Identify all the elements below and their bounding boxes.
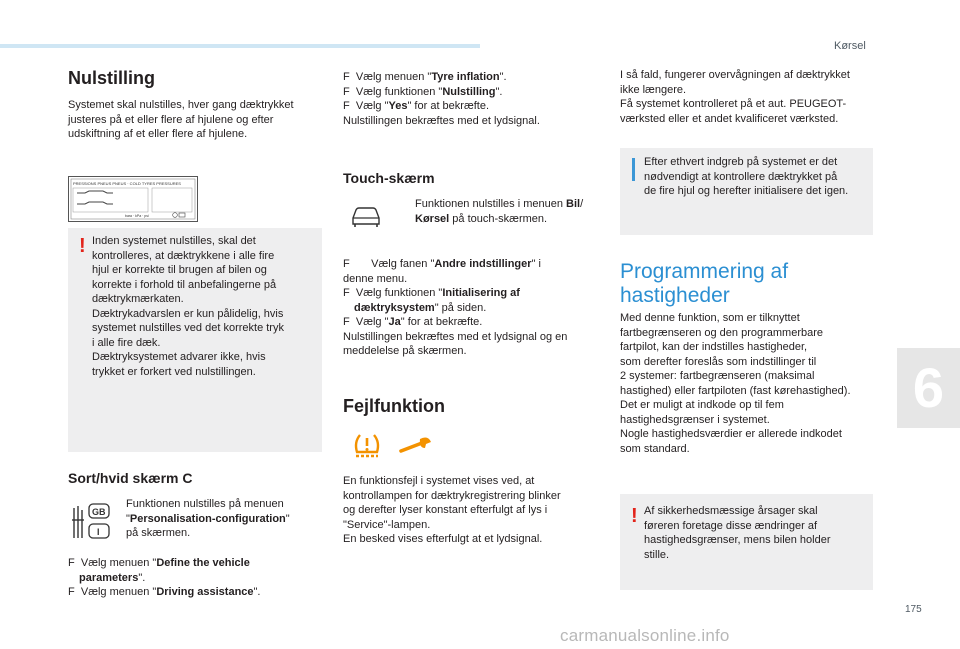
screen-c-controls-icon <box>72 502 112 542</box>
info-icon <box>632 158 635 181</box>
chapter-tab: 6 <box>897 348 960 428</box>
car-icon <box>350 202 382 228</box>
tyre-label-graphic <box>69 177 197 221</box>
intro-paragraph: Systemet skal nulstilles, hver gang dæktrykket justeres på et eller flere af hjulene og efter udskiftning af et eller flere af hjulene. <box>68 99 294 140</box>
fault-paragraph: En funktionsfejl i systemet vises ved, at kontrollampen for dæktrykregistrering blinker og derefter lyser konstant efterfulgt af lys i "Service"-lampen. En besked vises efterfulgt at et lydsignal. <box>343 475 561 545</box>
tyre-label-units: bara · kPa · psi <box>125 214 149 218</box>
heading-nulstilling: Nulstilling <box>68 68 155 88</box>
heading-screen-c: Sort/hvid skærm C <box>68 470 193 486</box>
warning-box-reset: ! Inden systemet nulstilles, skal det kontrolleres, at dæktrykkene i alle fire hjul er korrekte til brugen af bilen og korrekte i forhold til anbefalingerne på dæktrykmærkaten. Dæktrykadvarslen er kun pålidelig, hvis systemet nulstilles ved det korrekte tryk i alle fire dæk. Dæktryksystemet advarer ikke, hvis trykket er forkert ved nulstillingen. <box>68 228 322 452</box>
touch-steps: F Vælg fanen "Andre indstillinger" i denne menu. F Vælg funktionen "Initialisering af dæktryksystem" på siden. F Vælg "Ja" for at bekræfte. Nulstillingen bekræftes med et lydsignal og en meddelelse på skærmen. <box>343 258 568 357</box>
fault-consequence-paragraph: I så fald, fungerer overvågningen af dæktrykket ikke længere. Få systemet kontrolleret på et aut. PEUGEOT- værksted eller et andet kvalificeret værksted. <box>620 69 850 125</box>
touch-function-text: Funktionen nulstilles i menuen Bil/ Kørsel på touch-skærmen. <box>415 198 584 225</box>
info-box: Efter ethvert indgreb på systemet er det nødvendigt at kontrollere dæktrykket på de fire hjul og herefter initialisere det igen. <box>620 148 873 235</box>
speed-programming-paragraph: Med denne funktion, som er tilknyttet fartbegrænseren og den programmerbare fartpilot, kan der indstilles hastigheder, som derefter foreslås som indstillinger til 2 systemer: fartbegrænseren (maksimal hastighed) eller fartpiloten (fast kørehastighed). Det er muligt at indkode op til fem hastighedsgrænser i systemet. Nogle hastighedsværdier er allerede indkodet som standard. <box>620 312 851 455</box>
heading-speed-programming: Programmering af hastigheder <box>620 260 789 307</box>
page-number: 175 <box>905 604 922 615</box>
tyre-label-header: PRESSIONS PNEUS PNEUS · COLD TYRES PRESSURES <box>73 181 181 186</box>
section-title: Kørsel <box>834 40 866 52</box>
watermark: carmanualsonline.info <box>560 626 730 645</box>
header-bar <box>0 44 480 48</box>
warning-box-speed: ! Af sikkerhedsmæssige årsager skal føreren foretage disse ændringer af hastighedsgrænser, mens bilen holder stille. <box>620 494 873 590</box>
warning-icon: ! <box>79 235 86 257</box>
svg-text:GB: GB <box>92 507 106 517</box>
svg-text:I: I <box>97 527 100 537</box>
screen-c-function-text: Funktionen nulstilles på menuen "Personalisation-configuration" på skærmen. <box>126 498 290 539</box>
tyre-pressure-label-image <box>68 176 198 222</box>
warning-icon: ! <box>631 505 638 527</box>
heading-touch-screen: Touch-skærm <box>343 170 435 186</box>
step-marker: F <box>68 586 75 598</box>
heading-fejlfunktion: Fejlfunktion <box>343 396 445 416</box>
screen-c-steps: F Vælg menuen "Define the vehicle parameters". F Vælg menuen "Driving assistance". <box>68 557 261 598</box>
tyre-inflation-steps: F Vælg menuen "Tyre inflation". F Vælg funktionen "Nulstilling". F Vælg "Yes" for at bekræfte. Nulstillingen bekræftes med et lydsignal. <box>343 71 540 127</box>
step-marker: F <box>68 557 75 569</box>
tyre-pressure-warning-icon <box>352 430 382 460</box>
wrench-icon <box>398 436 432 454</box>
